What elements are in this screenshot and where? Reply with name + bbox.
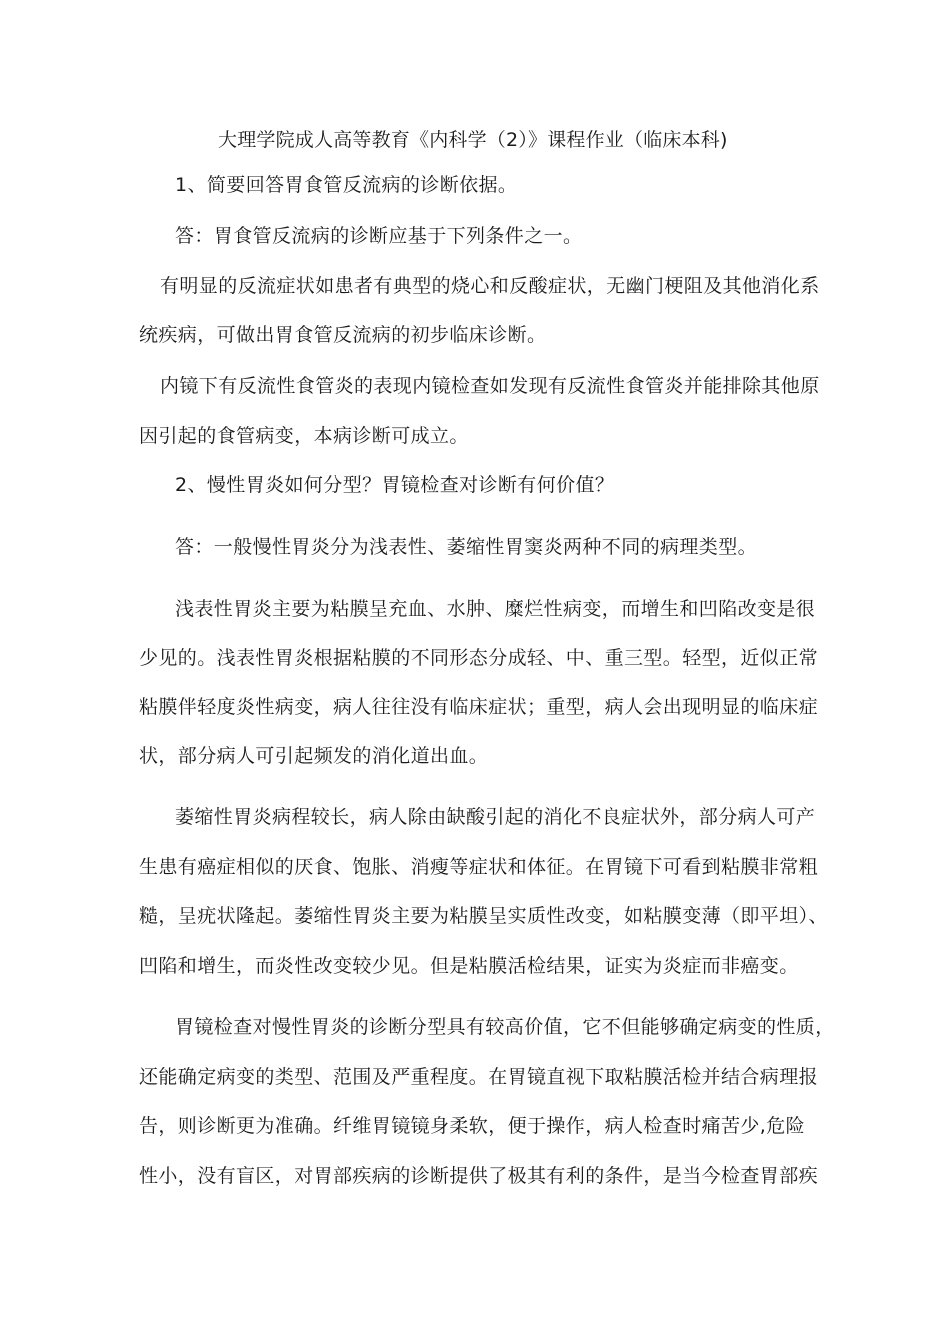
question-1: 1、简要回答胃食管反流病的诊断依据。 xyxy=(175,174,518,196)
paragraph-atrophic-gastritis: 萎缩性胃炎病程较长，病人除由缺酸引起的消化不良症状外，部分病人可产 xyxy=(175,806,816,828)
paragraph-line: 告，则诊断更为准确。纤维胃镜镜身柔软，便于操作，病人检查时痛苦少,危险 xyxy=(139,1115,806,1137)
paragraph-line: 少见的。浅表性胃炎根据粘膜的不同形态分成轻、中、重三型。轻型，近似正常 xyxy=(139,647,819,669)
answer-1-line: 有明显的反流症状如患者有典型的烧心和反酸症状，无幽门梗阻及其他消化系 xyxy=(160,275,820,297)
answer-1-intro: 答：胃食管反流病的诊断应基于下列条件之一。 xyxy=(175,225,583,247)
paragraph-gastroscopy: 胃镜检查对慢性胃炎的诊断分型具有较高价值，它不但能够确定病变的性质， xyxy=(175,1016,835,1038)
paragraph-line: 粘膜伴轻度炎性病变，病人往往没有临床症状；重型，病人会出现明显的临床症 xyxy=(139,696,819,718)
answer-2-intro: 答：一般慢性胃炎分为浅表性、萎缩性胃窦炎两种不同的病理类型。 xyxy=(175,536,758,558)
paragraph-line: 还能确定病变的类型、范围及严重程度。在胃镜直视下取粘膜活检并结合病理报 xyxy=(139,1066,819,1088)
document-title: 大理学院成人高等教育《内科学（2）》课程作业（临床本科) xyxy=(218,129,728,151)
paragraph-line: 生患有癌症相似的厌食、饱胀、消瘦等症状和体征。在胃镜下可看到粘膜非常粗 xyxy=(139,856,819,878)
paragraph-line: 凹陷和增生，而炎性改变较少见。但是粘膜活检结果，证实为炎症而非癌变。 xyxy=(139,955,799,977)
paragraph-line: 状，部分病人可引起频发的消化道出血。 xyxy=(139,745,489,767)
question-2: 2、慢性胃炎如何分型？胃镜检查对诊断有何价值？ xyxy=(175,474,615,496)
answer-1-line: 因引起的食管病变，本病诊断可成立。 xyxy=(139,425,469,447)
paragraph-superficial-gastritis: 浅表性胃炎主要为粘膜呈充血、水肿、糜烂性病变，而增生和凹陷改变是很 xyxy=(175,598,816,620)
answer-1-line: 统疾病，可做出胃食管反流病的初步临床诊断。 xyxy=(139,324,547,346)
paragraph-line: 糙，呈疣状隆起。萎缩性胃炎主要为粘膜呈实质性改变，如粘膜变薄（即平坦）、 xyxy=(139,905,828,927)
paragraph-line: 性小，没有盲区，对胃部疾病的诊断提供了极其有利的条件，是当今检查胃部疾 xyxy=(139,1165,819,1187)
answer-1-line: 内镜下有反流性食管炎的表现内镜检查如发现有反流性食管炎并能排除其他原 xyxy=(160,375,820,397)
